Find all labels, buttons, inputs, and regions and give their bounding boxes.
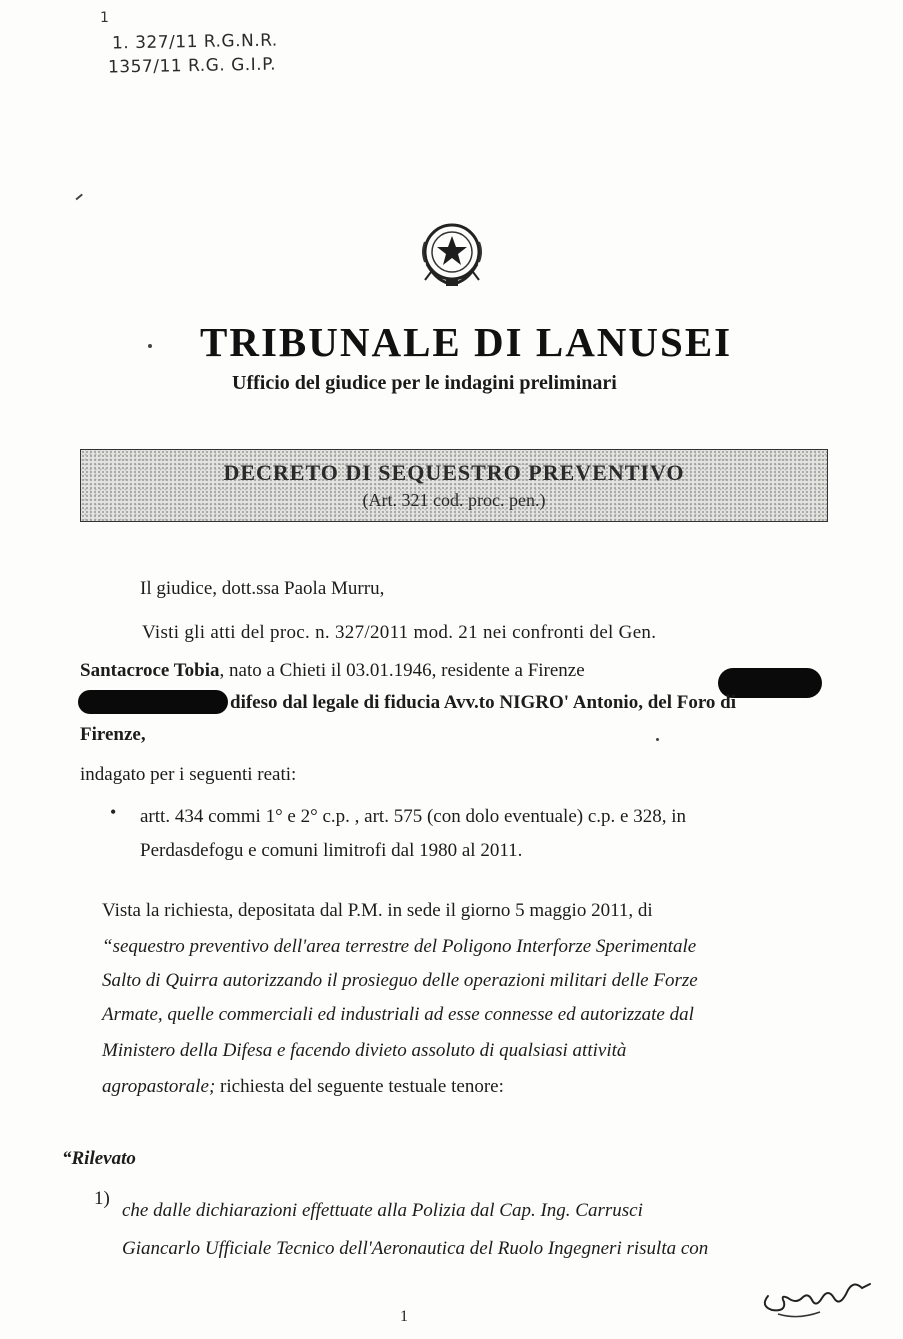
defendant-details: , nato a Chieti il 03.01.1946, residente a Firenze <box>219 660 585 681</box>
rggip-reference: 1357/11 R.G. G.I.P. <box>107 54 277 78</box>
scan-speck <box>656 738 659 741</box>
bullet-marker: • <box>110 802 117 822</box>
vista-line: Vista la richiesta, depositata dal P.M. in sede il giorno 5 maggio 2011, di <box>102 900 653 921</box>
charges-line-1: artt. 434 commi 1° e 2° c.p. , art. 575 (con dolo eventuale) c.p. e 328, in <box>140 806 686 827</box>
charges-line-2: Perdasdefogu e comuni limitrofi dal 1980 al 2011. <box>140 840 523 861</box>
decree-header-box <box>80 449 828 522</box>
scan-speck <box>148 344 152 348</box>
rilevato-heading: “Rilevato <box>62 1148 136 1169</box>
redaction-mark <box>78 690 228 714</box>
defendant-name: Santacroce Tobia <box>80 660 220 681</box>
item-line-1: che dalle dichiarazioni effettuate alla Polizia dal Cap. Ing. Carrusci <box>122 1200 643 1221</box>
scan-speck <box>75 194 82 200</box>
decree-title: DECRETO DI SEQUESTRO PREVENTIVO <box>223 460 685 485</box>
item-number: 1) <box>94 1188 110 1209</box>
visti-line: Visti gli atti del proc. n. 327/2011 mod. 21 nei confronti del Gen. <box>142 622 657 643</box>
signature-mark <box>758 1268 878 1328</box>
quote-italic-part: agropastorale; <box>102 1076 216 1097</box>
quote-line-5 <box>102 1076 504 1098</box>
page-number: 1 <box>400 1308 408 1325</box>
indagato-line: indagato per i seguenti reati: <box>80 764 297 785</box>
court-title: TRIBUNALE DI LANUSEI <box>200 319 733 365</box>
firenze-line: Firenze, <box>80 724 146 745</box>
handwritten-tick: 1 <box>100 10 109 26</box>
quote-line-3: Armate, quelle commerciali ed industriali ad esse connesse ed autorizzate dal <box>102 1004 694 1025</box>
rgnr-reference: 1. 327/11 R.G.N.R. <box>111 30 278 54</box>
defense-line: difeso dal legale di fiducia Avv.to NIGRO' Antonio, del Foro di <box>230 692 737 713</box>
quote-line-2: Salto di Quirra autorizzando il prosieguo delle operazioni militari delle Forze <box>102 970 698 991</box>
decree-article: (Art. 321 cod. proc. pen.) <box>362 490 546 510</box>
item-line-2: Giancarlo Ufficiale Tecnico dell'Aeronautica del Ruolo Ingegneri risulta con <box>122 1238 709 1259</box>
judge-line: Il giudice, dott.ssa Paola Murru, <box>140 578 385 599</box>
quote-line-4: Ministero della Difesa e facendo divieto assoluto di qualsiasi attività <box>102 1040 627 1061</box>
republic-emblem-icon <box>417 214 487 294</box>
quote-line-1: “sequestro preventivo dell'area terrestre del Poligono Interforze Sperimentale <box>102 936 697 957</box>
court-subtitle: Ufficio del giudice per le indagini preliminari <box>232 372 617 394</box>
quote-plain-part: richiesta del seguente testuale tenore: <box>215 1076 504 1097</box>
defendant-line <box>80 660 585 682</box>
